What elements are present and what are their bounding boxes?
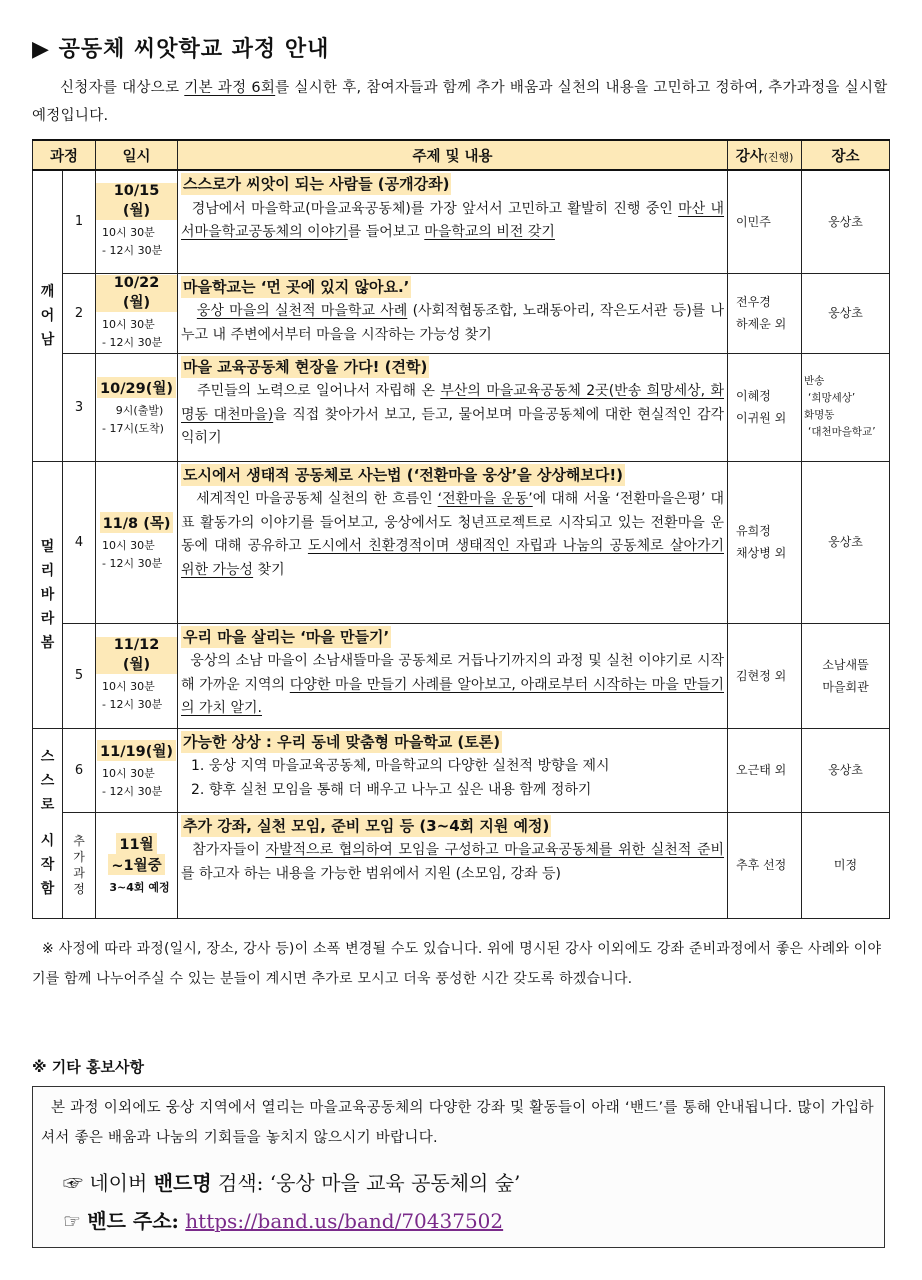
schedule-table [32,139,890,919]
table-row [33,728,890,812]
date-label: 11/8 (목) [100,512,174,533]
band-name-label: 밴드명 [153,1171,212,1195]
time-end: - 12시 30분 [102,556,163,570]
topic-body [181,755,724,802]
date-cell [96,273,178,353]
date-cell [96,728,178,812]
table-row [33,461,890,623]
topic-text: 를 들어보고 [347,224,425,240]
phase-char: 시 [40,833,55,849]
topic-heading: 마을 교육공동체 현장을 가다! (견학) [183,357,428,376]
lecturer-name: 김현정 외 [736,668,787,683]
band-url-link[interactable]: https://band.us/band/70437502 [185,1209,504,1233]
header-phase: 과정 [33,140,96,170]
band-url-line [63,1205,503,1234]
header-lecturer [728,140,802,170]
topic-body [181,488,724,582]
intro-underline: 기본 과정 6회 [184,80,276,96]
topic-list-item: 2. 향후 실천 모임을 통해 더 배우고 나누고 싶은 내용 함께 정하기 [191,781,592,798]
row-number-vertical [63,812,96,918]
table-row [33,353,890,461]
intro-text: 신청자를 대상으로 [60,80,185,96]
topic-body [181,198,724,245]
lecturer-name: 추후 선정 [736,858,787,872]
date-label: ~1월중 [108,854,164,875]
date-label: 11/12 (월) [96,637,177,674]
time-start: 10시 30분 [102,680,155,693]
date-cell [96,461,178,623]
phase-char: 함 [40,881,55,897]
topic-body [181,300,724,347]
place-line: 화명동 [804,409,835,421]
lecturer-name: 이민주 [736,214,771,229]
phase-char: 로 [40,797,55,813]
phase-char: 어 [40,307,55,324]
row-number: 1 [63,170,96,273]
topic-text: 경남에서 마을학교(마을교육공동체)를 가장 앞서서 고민하고 활발히 진행 중인 [191,200,679,217]
topic-heading: 추가 강좌, 실천 모임, 준비 모임 등 (3~4회 지원 예정) [183,816,550,835]
header-lecturer-label: 강사 [735,148,764,165]
phase-char: 바 [40,586,55,603]
place-cell [802,353,890,461]
topic-body [181,650,724,721]
row-number: 6 [63,728,96,812]
topic-underline: ‘전환마을 운동’ [437,491,533,507]
table-header-row [33,140,890,170]
place-cell: 미정 [802,812,890,918]
topic-cell [178,623,728,728]
lecturer-name: 오근태 외 [736,763,787,777]
time-start: 9시(출발) [115,403,164,417]
band-name-prefix: ☞ 네이버 [63,1171,154,1195]
lecturer-cell [728,812,802,918]
table-row [33,170,890,273]
date-label: 10/15 (월) [96,183,177,220]
lecturer-cell [728,728,802,812]
topic-underline: 도시에서 친환경적이며 생태적인 자립과 나눔의 공동체로 살아가기 위한 가능성 [181,538,725,578]
header-date: 일시 [96,140,178,170]
phase-char: 깨 [40,283,55,300]
topic-list-item: 1. 웅상 지역 마을교육공동체, 마을학교의 다양한 실천적 방향을 제시 [191,758,610,774]
topic-cell [178,728,728,812]
lecturer-name: 유희정 [736,524,771,538]
time-end: - 12시 30분 [102,784,163,798]
topic-text: 주민들의 노력으로 일어나서 자립해 온 [197,383,441,399]
date-cell [96,353,178,461]
time-end: - 17시(도착) [102,421,164,435]
topic-body [181,839,724,886]
intro-text: 를 실시한 후, 참여자들과 함께 추가 배움과 실천의 내용을 고민하고 정하여, 추가과정을 실시할 예정입니다. [32,80,888,124]
topic-cell [178,353,728,461]
topic-text: 에 대해 서울 ‘전환마을은평’ 대표 활동가의 이야기를 들어보고, 웅상에서도 청년프로젝트로 시작되고 있는 전환마을 운동에 대해 공유하고 [181,491,725,554]
date-cell [96,623,178,728]
phase-char: 남 [40,331,55,348]
place-cell: 웅상초 [802,273,890,353]
time-note: 3~4회 예정 [109,881,170,894]
table-row [33,273,890,353]
row-number: 4 [63,461,96,623]
topic-body [181,380,724,451]
lecturer-cell [728,461,802,623]
promo-box [32,1086,885,1248]
topic-text: 를 하고자 하는 내용을 가능한 범위에서 지원 (소모임, 강좌 등) [181,865,562,882]
topic-underline: 웅상 마을의 실천적 마을학교 사례 [196,303,408,319]
num-char: 가 [73,850,85,864]
topic-underline: 마을학교의 비전 갖기 [424,224,555,240]
time-end: - 12시 30분 [102,335,163,349]
topic-heading: 도시에서 생태적 공동체로 사는법 (‘전환마을 웅상’을 상상해보다!) [183,465,624,484]
etc-title: ※ 기타 홍보사항 [32,1058,144,1076]
lecturer-cell [728,273,802,353]
promo-paragraph: 본 과정 이외에도 웅상 지역에서 열리는 마을교육공동체의 다양한 강좌 및 활동들이 아래 ‘밴드’를 통해 안내됩니다. 많이 가입하셔서 좋은 배움과 나눔의 기회들을 놓치지 않으시기 바랍니다. [41,1100,874,1146]
lecturer-name: 채상병 외 [736,546,787,560]
date-label: 10/22 (월) [96,275,177,312]
phase-cell-1 [33,170,63,461]
phase-cell-2 [33,461,63,728]
num-char: 추 [73,834,85,848]
time-start: 10시 30분 [102,766,155,780]
time-end: - 12시 30분 [102,698,163,711]
band-url-label: 밴드 주소: [87,1209,179,1233]
lecturer-cell [728,623,802,728]
time-start: 10시 30분 [102,317,155,331]
date-label: 10/29(월) [97,377,176,398]
table-row [33,623,890,728]
place-line: ‘대천마을학교’ [808,426,876,438]
topic-cell [178,812,728,918]
topic-heading: 스스로가 씨앗이 되는 사람들 (공개강좌) [183,175,450,193]
date-label: 11월 [116,833,156,854]
topic-heading: 마을학교는 ‘먼 곳에 있지 않아요.’ [183,277,410,296]
time-end: - 12시 30분 [102,244,163,258]
topic-text: (사회적협동조합, 노래동아리, 작은도서관 등)를 나누고 내 주변에서부터 마을을 시작하는 가능성 찾기 [181,303,725,343]
date-label: 11/19(월) [97,740,176,761]
topic-underline: 다양한 마을 만들기 사례를 알아보고, 아래로부터 시작하는 마을 만들기의 가치 알기. [181,676,725,716]
row-number: 3 [63,353,96,461]
place-cell: 웅상초 [802,461,890,623]
topic-text: 을 직접 찾아가서 보고, 듣고, 물어보며 마을공동체에 대한 현실적인 감각 익히기 [181,406,725,446]
topic-cell [178,273,728,353]
phase-char: 라 [40,610,55,627]
lecturer-name: 전우경 [736,295,771,309]
place-line: 소남새뜰 [822,657,869,672]
header-lecturer-sub: (진행) [763,150,794,164]
topic-underline: 마산 내서마을학교공동체의 이야기 [181,200,725,240]
place-line: 마을회관 [822,679,869,694]
topic-underline: 자발적으로 협의하여 모임을 구성하고 마을교육공동체를 위한 실천적 준비 [265,842,725,858]
topic-heading: 우리 마을 살리는 ‘마을 만들기’ [183,627,390,646]
table-row [33,812,890,918]
phase-char: 스 [40,749,55,765]
topic-heading: 가능한 상상 : 우리 동네 맞춤형 마을학교 (토론) [183,732,501,751]
topic-cell [178,461,728,623]
place-cell: 웅상초 [802,728,890,812]
row-number: 2 [63,273,96,353]
phase-char: 멀 [40,538,55,555]
lecturer-cell [728,353,802,461]
notice-paragraph: ※ 사정에 따라 과정(일시, 장소, 강사 등)이 소폭 변경될 수도 있습니다. 위에 명시된 강사 이외에도 강좌 준비과정에서 좋은 사례와 이야기를 함께 나누어주실 수 있는 분들이 계시면 추가로 모시고 더욱 풍성한 시간 갖도록 하겠습니다. [32,941,882,987]
page-title: ▶ 공동체 씨앗학교 과정 안내 [32,37,330,62]
phase-cell-3 [33,728,63,918]
place-line: 반송 [804,375,825,387]
topic-text: 웅상의 소남 마을이 소남새뜰마을 공동체로 거듭나기까지의 과정 및 실천 이야기로 시작해 가까운 지역의 [181,653,725,693]
place-cell: 웅상초 [802,170,890,273]
band-name-text: 검색: ‘웅상 마을 교육 공동체의 숲’ [211,1171,521,1195]
date-cell [96,170,178,273]
lecturer-name: 이혜정 [736,389,771,403]
time-start: 10시 30분 [102,226,155,240]
phase-char: 봄 [40,634,55,651]
row-number: 5 [63,623,96,728]
lecturer-name: 이귀원 외 [736,411,787,425]
band-url-prefix: ☞ [63,1209,88,1233]
intro-paragraph [32,74,890,130]
phase-char: 작 [40,857,55,873]
topic-text: 세계적인 마을공동체 실천의 한 흐름인 [196,491,438,507]
topic-text: 찾기 [253,561,285,578]
place-line: ‘희망세상’ [808,392,856,404]
phase-char: 스 [40,773,55,789]
date-cell [96,812,178,918]
phase-char: 리 [40,562,55,579]
lecturer-cell [728,170,802,273]
time-start: 10시 30분 [102,538,155,552]
header-place: 장소 [802,140,890,170]
lecturer-name: 하제운 외 [736,317,787,331]
num-char: 정 [73,882,85,896]
band-name-line [63,1167,520,1196]
topic-cell [178,170,728,273]
topic-text: 참가자들이 [192,842,266,858]
topic-underline: 부산의 마을교육공동체 2곳(반송 희망세상, 화명동 대천마을) [181,383,725,423]
num-char: 과 [73,866,85,880]
header-topic: 주제 및 내용 [178,140,728,170]
place-cell [802,623,890,728]
